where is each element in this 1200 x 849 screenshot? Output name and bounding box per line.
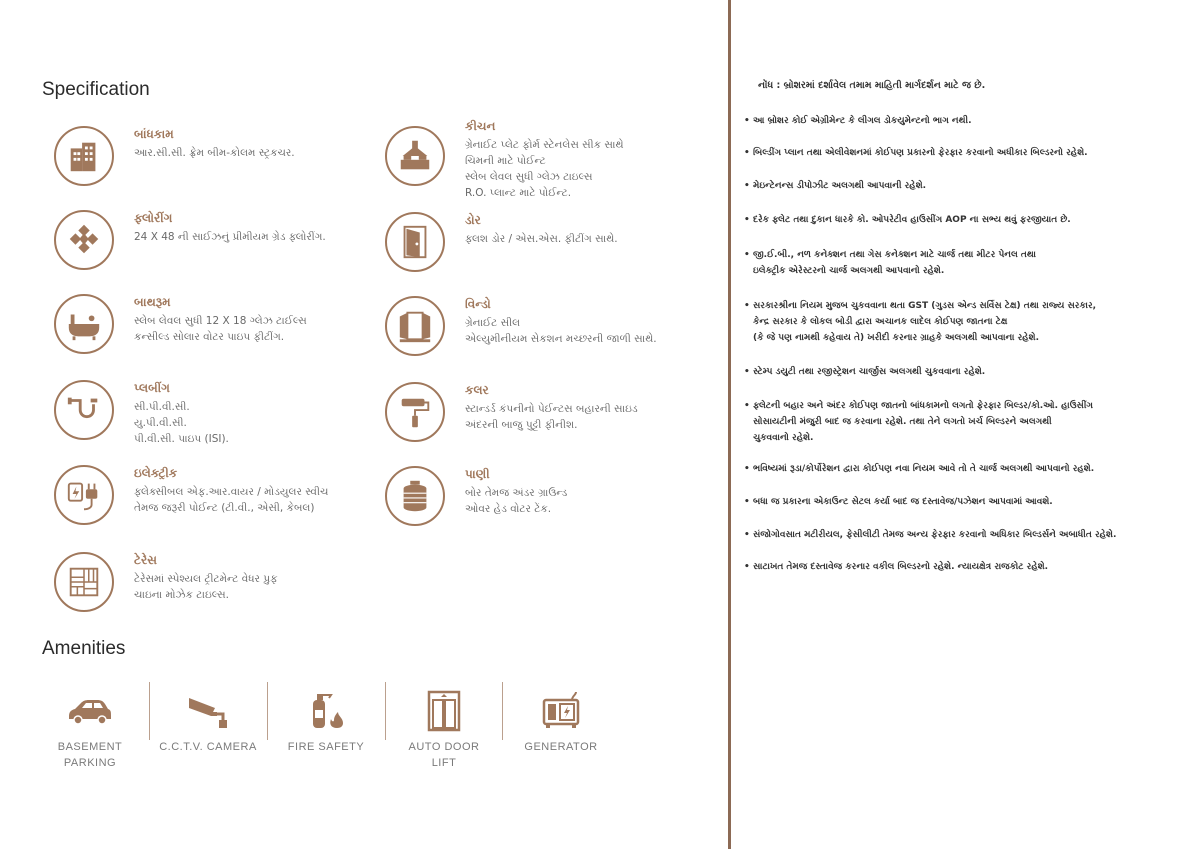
note-item	[744, 247, 1174, 279]
specification-title: Specification	[42, 79, 150, 100]
spec-line: સ્લેબ લેવલ સુધી ગ્લેઝ ટાઇલ્સ	[465, 171, 593, 183]
car-icon	[31, 682, 149, 737]
spec-item-paint	[385, 382, 705, 462]
spec-line: R.O. પ્લાન્ટ માટે પોઈન્ટ.	[465, 187, 572, 199]
amenity-fire-safety	[267, 682, 385, 772]
spec-heading: ઇલેક્ટ્રીક	[134, 466, 178, 480]
note-line: ઇલેક્ટ્રીક એરેસ્ટરનો ચાર્જ અલગથી આપવાનો રહેશે.	[753, 266, 945, 276]
spec-line: સ્ટાન્ડર્ડ કંપનીનો પેઈન્ટસ બહારની સાઇડ	[465, 403, 638, 415]
spec-line: બોર તેમજ અંડર ગ્રાઉન્ડ	[465, 487, 568, 499]
spec-item-kitchen	[385, 118, 705, 198]
amenity-label: C.C.T.V. CAMERA	[159, 741, 257, 753]
note-line: જી.ઈ.બી., નળ કનેક્શન તથા ગેસ કનેક્શન માટે ચાર્જ તથા મીટર પેનલ તથા	[753, 250, 1037, 260]
note-bullet: •	[744, 562, 750, 572]
spec-line: સી.પી.વી.સી.	[134, 401, 190, 413]
spec-heading: કલર	[465, 383, 489, 397]
water-tank-icon	[385, 466, 445, 526]
spec-line: તેમજ જરૂરી પોઈન્ટ (ટી.વી., એસી, કેબલ)	[134, 502, 315, 514]
amenity-basement-parking	[31, 682, 149, 772]
amenity-label: FIRE SAFETY	[287, 741, 365, 753]
note-bullet: •	[744, 401, 750, 411]
spec-line: ફ્લશ ડોર / એસ.એસ. ફીટીંગ સાથે.	[465, 233, 618, 245]
note-bullet: •	[744, 367, 750, 377]
spec-line: ગ્રેનાઈટ સીલ	[465, 317, 521, 329]
spec-heading: બાથરૂમ	[134, 295, 171, 309]
note-bullet: •	[744, 530, 750, 540]
note-item	[744, 113, 1174, 129]
electric-plug-icon	[54, 465, 114, 525]
amenity-cctv	[149, 682, 267, 772]
paint-roller-icon	[385, 382, 445, 442]
generator-icon	[502, 682, 620, 737]
note-item	[744, 527, 1174, 543]
note-bullet: •	[744, 116, 750, 126]
plumbing-pipe-icon	[54, 380, 114, 440]
note-item	[744, 298, 1174, 346]
spec-line: અંદરની બાજુ પુટ્ટી ફીનીશ.	[465, 419, 578, 431]
amenity-generator	[502, 682, 620, 772]
spec-line: આર.સી.સી. ફ્રેમ બીમ-કોલમ સ્ટ્રકચર.	[134, 147, 295, 159]
spec-heading: કીચન	[465, 119, 496, 133]
spec-item-door	[385, 212, 705, 292]
note-bullet: •	[744, 464, 750, 474]
kitchen-hood-icon	[385, 126, 445, 186]
spec-item-bathroom	[54, 294, 374, 374]
spec-heading: પ્લબીંગ	[134, 381, 170, 395]
spec-line: ચાઇના મોઝેક ટાઇલ્સ.	[134, 589, 229, 601]
amenities-title: Amenities	[42, 638, 126, 659]
page-divider	[728, 0, 731, 849]
note-item	[744, 178, 1174, 194]
cctv-camera-icon	[149, 682, 267, 737]
spec-line: ઓવર હેડ વોટર ટેંક.	[465, 503, 552, 515]
note-line: મેઇન્ટેનન્સ ડીપોઝીટ અલગથી આપવાની રહેશે.	[753, 181, 927, 191]
spec-item-water	[385, 466, 705, 546]
spec-heading: ફ્લોરીંગ	[134, 211, 173, 225]
note-bullet: •	[744, 181, 750, 191]
note-item	[744, 398, 1174, 446]
note-line: ફ્લેટની બહાર અને અંદર કોઈપણ જાતનો બાંધકામનો લગતો ફેરફાર બિલ્ડર/કો.ઓ. હાઉસીંગ	[753, 401, 1093, 411]
bathroom-icon	[54, 294, 114, 354]
note-item	[744, 145, 1174, 161]
amenity-auto-door-lift	[385, 682, 503, 772]
amenity-label: AUTO DOOR	[408, 741, 480, 753]
spec-line: એલ્યુમીનીયમ સેકશન મચ્છરની જાળી સાથે.	[465, 333, 657, 345]
spec-heading: વિન્ડો	[465, 297, 491, 311]
note-line: બધા જ પ્રકારના એકાઉન્ટ સેટલ કર્યા બાદ જ દસ્તાવેજ/પઝેશન આપવામાં આવશે.	[753, 497, 1053, 507]
spec-heading: ટેરેસ	[134, 553, 157, 567]
note-line: દરેક ફ્લેટ તથા દુકાન ધારકે કો. ઓપરેટીવ હાઉસીંગ AOP ના સભ્ય થવું ફરજીયાત છે.	[753, 215, 1071, 225]
fire-extinguisher-icon	[267, 682, 385, 737]
note-line: ચુકવવાનો રહેશે.	[753, 433, 814, 443]
spec-heading: બાંધકામ	[134, 127, 174, 141]
terrace-tiles-icon	[54, 552, 114, 612]
amenity-label: LIFT	[431, 757, 457, 769]
note-bullet: •	[744, 250, 750, 260]
note-line: સ્ટેમ્પ ડયુટી તથા રજીસ્ટ્રેશન ચાર્જીસ અલગથી ચુકવવાના રહેશે.	[753, 367, 986, 377]
note-line: સરકારશ્રીના નિયમ મુજબ ચુકવવાના થતા GST (ગુડસ એન્ડ સર્વિસ ટેક્ષ) તથા રાજ્ય સરકાર,	[753, 301, 1097, 311]
notes-heading: નોંધ : બ્રોશરમાં દર્શાવેલ તમામ માહિતી માર્ગદર્શન માટે જ છે.	[758, 80, 986, 91]
amenity-label: GENERATOR	[524, 741, 598, 753]
note-line: સંજોગોવસાત મટીરીયલ, ફેસીલીટી તેમજ અન્ય ફેરફાર કરવાનો અધિકાર બિલ્ડર્સને અબાધીત રહેશે.	[753, 530, 1117, 540]
spec-item-window	[385, 296, 705, 376]
note-line: બિલ્ડીંગ પ્લાન તથા એલીવેશનમાં કોઈપણ પ્રકારનો ફેરફાર કરવાનો અધીકાર બિલ્ડરનો રહેશે.	[753, 148, 1088, 158]
door-icon	[385, 212, 445, 272]
spec-heading: પાણી	[465, 467, 490, 481]
spec-line: ચિમની માટે પોઈન્ટ	[465, 155, 546, 167]
note-item	[744, 494, 1174, 510]
amenity-label: BASEMENT	[57, 741, 123, 753]
note-line: ભવિષ્યમાં રૂડા/કોર્પોરેશન દ્વારા કોઈપણ નવા નિયમ આવે તો તે ચાર્જ અલગથી આપવાનો રહશે.	[753, 464, 1095, 474]
amenity-label: PARKING	[63, 757, 117, 769]
note-item	[744, 364, 1174, 380]
note-bullet: •	[744, 497, 750, 507]
note-bullet: •	[744, 215, 750, 225]
spec-line: ફ્લેક્સીબલ એફ.આર.વાયર / મોડયુલર સ્વીચ	[134, 486, 329, 498]
spec-line: પી.વી.સી. પાઇપ (ISI).	[134, 433, 229, 445]
spec-item-flooring	[54, 210, 374, 290]
spec-item-terrace	[54, 552, 374, 632]
note-item	[744, 559, 1174, 575]
elevator-icon	[385, 682, 503, 737]
note-line: આ બ્રોશર કોઈ એગ્રીમેન્ટ કે લીગલ ડોકયુમેન્ટનો ભાગ નથી.	[753, 116, 972, 126]
spec-line: 24 X 48 ની સાઈઝનું પ્રીમીયમ ગ્રેડ ફ્લોરીંગ.	[134, 231, 326, 243]
floor-tiles-icon	[54, 210, 114, 270]
window-icon	[385, 296, 445, 356]
note-bullet: •	[744, 148, 750, 158]
spec-item-construction	[54, 126, 374, 206]
spec-line: ટેરેસમાં સ્પેશ્યલ ટ્રીટમેન્ટ વેધર પ્રુફ	[134, 573, 278, 585]
note-line: (કે જે પણ નામથી કહેવાય તે) ખરીદી કરનાર ગ્રાહકે અલગથી આપવાના રહેશે.	[753, 333, 1039, 343]
spec-line: કન્સીલ્ડ સોલાર વોટર પાઇપ ફીટીંગ.	[134, 331, 285, 343]
spec-heading: ડોર	[465, 213, 481, 227]
spec-line: યુ.પી.વી.સી.	[134, 417, 187, 429]
note-item	[744, 212, 1174, 228]
note-line: સોસાયટીની મંજુરી બાદ જ કરવાના રહેશે. તથા તેને લગતો ખર્ચ બિલ્ડરને અલગથી	[753, 417, 1052, 427]
spec-item-electrical	[54, 465, 374, 545]
spec-line: ગ્રેનાઈટ પ્લેટ ફોર્મ સ્ટેનલેસ સીક સાથે	[465, 139, 624, 151]
note-item	[744, 461, 1174, 477]
spec-line: સ્લેબ લેવલ સુધી 12 X 18 ગ્લેઝ ટાઈલ્સ	[134, 315, 307, 327]
note-line: કેન્દ્ર સરકાર કે લોકલ બોડી દ્વારા અચાનક લાદેલ કોઈપણ જાતના ટેક્ષ	[753, 317, 1008, 327]
note-bullet: •	[744, 301, 750, 311]
building-icon	[54, 126, 114, 186]
spec-item-plumbing	[54, 380, 374, 460]
note-line: સાટાખત તેમજ દસ્તાવેજ કરનાર વકીલ બિલ્ડરનો રહેશે. ન્યાયક્ષેત્ર રાજકોટ રહેશે.	[753, 562, 1049, 572]
